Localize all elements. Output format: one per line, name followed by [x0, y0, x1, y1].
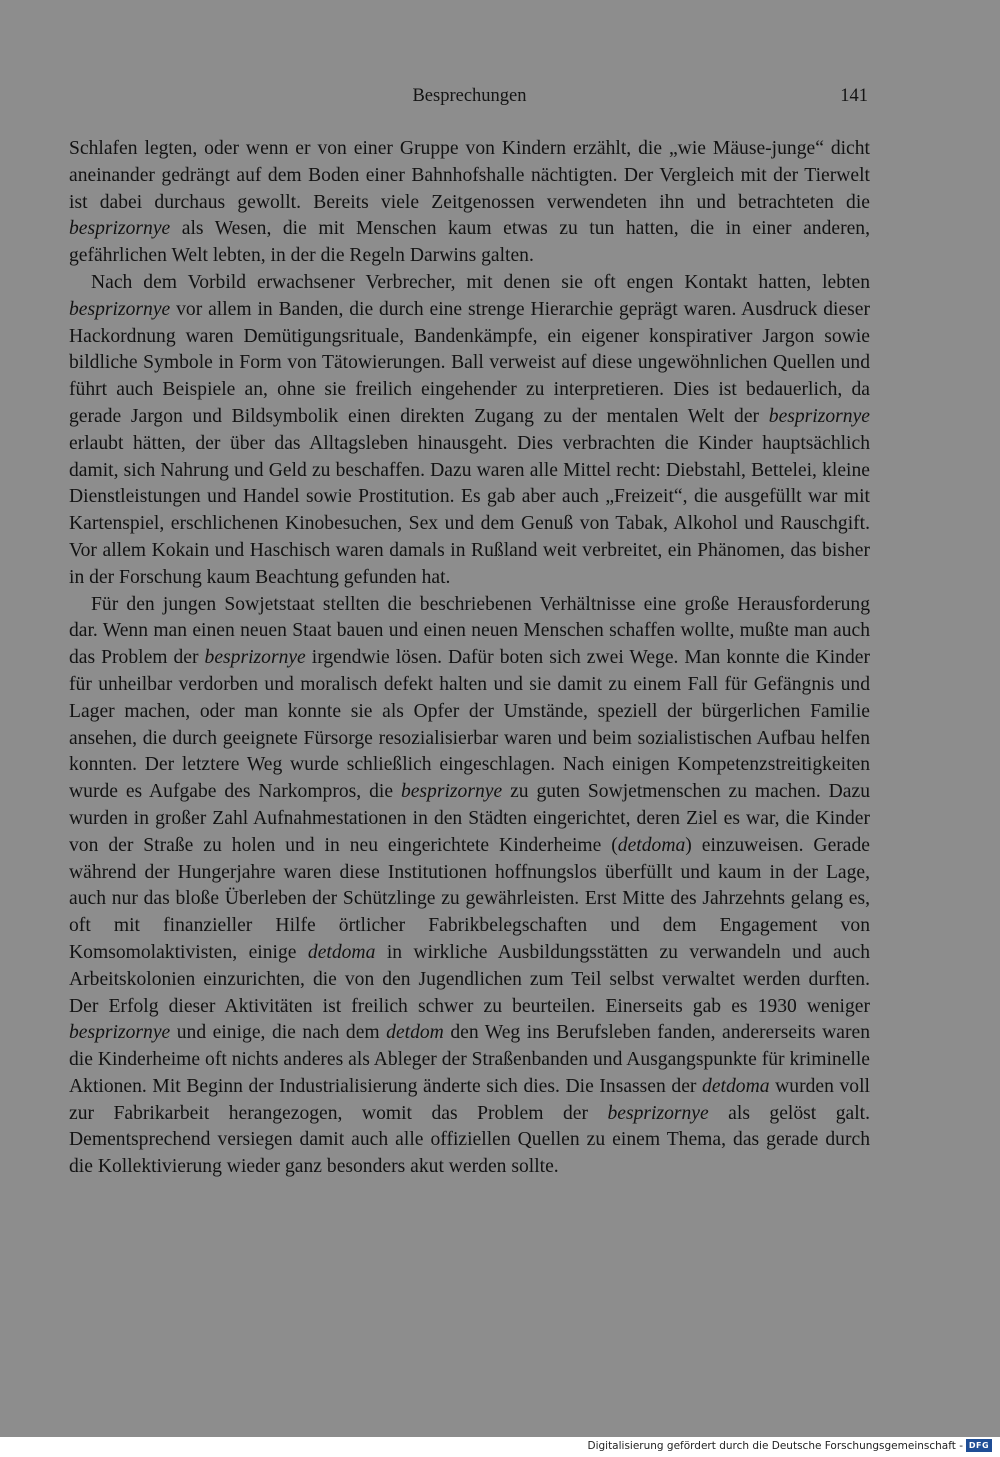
italic-term: detdoma: [307, 941, 376, 963]
italic-term: besprizornye: [69, 1022, 171, 1044]
text-run: und einige, die nach dem: [170, 1022, 387, 1044]
running-title: Besprechungen: [412, 86, 527, 106]
text-run: in wirkliche Ausbildungsstätten zu verwandeln und auch Arbeitskolonien einzurichten, die von den Jugendlichen zum Teil selbst verwaltet werden durften. Der Erfolg dieser Aktivitäten ist freilich schwer zu beurteilen. Einerseits gab es 1930 weniger: [69, 941, 870, 1017]
text-run: Schlafen legten, oder wenn er von einer Gruppe von Kindern erzählt, die „wie Mäuse-junge“ dicht aneinander gedrängt auf dem Boden einer Bahnhofshalle nächtigten. Der Vergleich mit der Tierwelt ist dabei durchaus gewollt. Bereits viele Zeitgenossen verwendeten ihn und betrachteten die: [69, 138, 870, 213]
funding-credit-text: Digitalisierung gefördert durch die Deutsche Forschungsgemeinschaft -: [587, 1439, 963, 1452]
italic-term: detdoma: [702, 1075, 770, 1097]
text-run: Für den jungen Sowjetstaat stellten die beschriebenen Verhältnisse eine große Herausforderung dar. Wenn man einen neuen Staat bauen und einen neuen Menschen schaffen wollte, mußte man auch das Problem der: [69, 593, 870, 669]
italic-term: besprizornye: [69, 218, 171, 240]
text-run: wurden voll zur Fabrikarbeit herangezogen, womit das Problem der: [69, 1075, 870, 1124]
text-run: den Weg ins Berufsleben fanden, andererseits waren die Kinderheime oft nichts anderes als Ableger der Straßenbanden und Ausgangspunkte für kriminelle Aktionen. Mit Beginn der Industrialisierung änderte sich dies. Die Insassen der: [69, 1022, 870, 1097]
page-number: 141: [840, 86, 868, 106]
paragraph-2: [69, 270, 870, 592]
text-run: als Wesen, die mit Menschen kaum etwas zu tun hatten, die in einer anderen, gefährlichen Welt lebten, in der die Regeln Darwins galten.: [69, 218, 870, 267]
italic-term: detdoma: [617, 834, 686, 856]
text-run: als gelöst galt. Dementsprechend versiegen damit auch alle offiziellen Quellen zu einem Thema, das gerade durch die Kollektivierung wieder ganz besonders akut werden sollte.: [69, 1102, 870, 1178]
paragraph-3: [69, 592, 870, 1182]
paragraph-1: [69, 136, 870, 270]
dfg-logo: DFG: [966, 1439, 992, 1452]
text-run: zu guten Sowjetmenschen zu machen. Dazu wurden in großer Zahl Aufnahmestationen in den Städten eingerichtet, deren Ziel es war, die Kinder von der Straße zu holen und in neu eingerichtete Kinderheime (: [69, 781, 870, 856]
italic-term: besprizornye: [607, 1102, 709, 1124]
funding-credit: [587, 1439, 992, 1452]
italic-term: besprizornye: [400, 781, 503, 803]
italic-term: besprizornye: [69, 298, 171, 320]
body-text: [69, 136, 870, 1181]
italic-term: besprizornye: [204, 647, 306, 669]
text-run: ) einzuweisen. Gerade während der Hungerjahre waren diese Institutionen hoffnungslos überfüllt und kaum in der Lage, auch nur das bloße Überleben der Schützlinge zu gewährleisten. Erst Mitte des Jahrzehnts gelang es, oft mit finanzieller Hilfe örtlicher Fabrikbelegschaften und dem Engagement von Komsomolaktivisten, einige: [69, 834, 870, 963]
italic-term: detdom: [386, 1022, 444, 1044]
text-run: Nach dem Vorbild erwachsener Verbrecher, mit denen sie oft engen Kontakt hatten, lebten: [91, 271, 870, 293]
italic-term: besprizornye: [768, 405, 870, 427]
running-head: [69, 86, 870, 110]
footer-bar: [0, 1437, 1000, 1457]
text-run: vor allem in Banden, die durch eine strenge Hierarchie geprägt waren. Ausdruck dieser Hackordnung waren Demütigungsrituale, Bandenkämpfe, ein eigener konspirativer Jargon sowie bildliche Symbole in Form von Tätowierungen. Ball verweist auf diese ungewöhnlichen Quellen und führt auch Beispiele an, ohne sie freilich eingehender zu interpretieren. Dies ist bedauerlich, da gerade Jargon und Bildsymbolik einen direkten Zugang zu der mentalen Welt der: [69, 298, 870, 427]
text-run: erlaubt hätten, der über das Alltagsleben hinausgeht. Dies verbrachten die Kinder hauptsächlich damit, sich Nahrung und Geld zu beschaffen. Dazu waren alle Mittel recht: Diebstahl, Bettelei, kleine Dienstleistungen und Handel sowie Prostitution. Es gab aber auch „Freizeit“, die ausgefüllt war mit Kartenspiel, erschlichenen Kinobesuchen, Sex und dem Genuß von Tabak, Alkohol und Rauschgift. Vor allem Kokain und Haschisch waren damals in Rußland weit verbreitet, ein Phänomen, das bisher in der Forschung kaum Beachtung gefunden hat.: [69, 432, 870, 588]
text-run: irgendwie lösen. Dafür boten sich zwei Wege. Man konnte die Kinder für unheilbar verdorben und moralisch defekt halten und sie damit zu einem Fall für Gefängnis und Lager machen, oder man konnte sie als Opfer der Umstände, speziell der bürgerlichen Familie ansehen, die durch geeignete Fürsorge resozialisierbar waren und beim sozialistischen Aufbau helfen konnten. Der letztere Weg wurde schließlich eingeschlagen. Nach einigen Kompetenzstreitigkeiten wurde es Aufgabe des Narkompros, die: [69, 647, 871, 803]
